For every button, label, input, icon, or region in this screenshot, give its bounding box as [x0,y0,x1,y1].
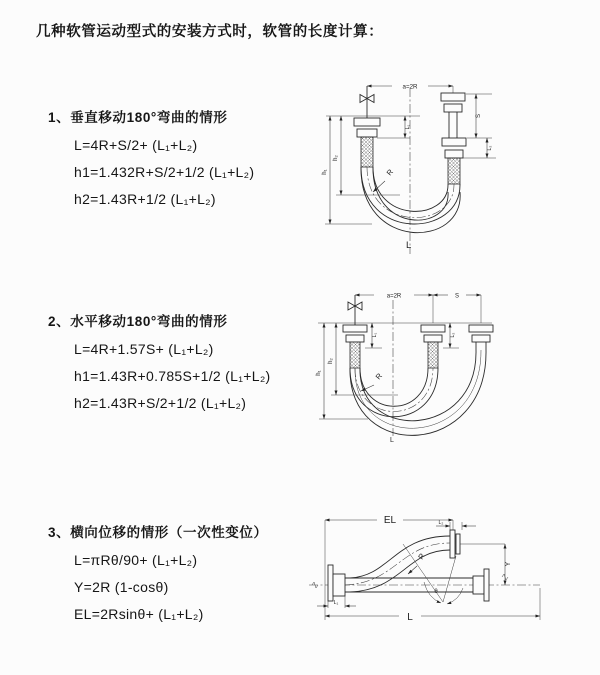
flange [445,150,463,158]
dim-label-s: S [454,293,460,300]
dim-label-l: L [406,240,412,251]
dim-label-l: L [407,612,413,623]
section-heading: 2、水平移动180°弯曲的情形 [48,314,228,329]
formula-line: h1=1.432R+S/2+1/2 (L₁+L₂) [74,164,255,180]
formula-line: h1=1.43R+0.785S+1/2 (L₁+L₂) [74,368,271,384]
flange [473,576,484,594]
formula-line: L=4R+S/2+ (L₁+L₂) [74,137,198,153]
formula-line: EL=2Rsinθ+ (L₁+L₂) [74,606,204,622]
section-horizontal-180 [48,310,271,411]
flange [469,325,493,332]
section-vertical-180 [48,106,254,207]
braided-hose [361,137,373,167]
flange [346,335,364,342]
dim-label-h2: h₂ [333,155,339,161]
section-heading: 1、垂直移动180°弯曲的情形 [48,110,228,125]
valve-icon [360,95,367,103]
radius-line [443,556,456,602]
flange [444,104,462,112]
hose-curve [361,167,460,233]
flange [484,569,489,601]
dim-label-el: EL [383,515,397,526]
angle-arc [447,588,463,604]
dim-label-y: Y [505,561,512,567]
flange [450,530,455,558]
hose-curve [350,350,486,435]
dim-label-r: R [373,371,385,382]
flange [354,118,380,126]
braided-hose [448,158,460,184]
flange [343,325,367,332]
valve-icon [355,302,362,310]
formula-line: Y=2R (1-cosθ) [74,579,169,595]
flange [328,565,333,601]
section-lateral-displacement [48,521,268,622]
leader-line [408,566,417,574]
dim-label-l2: L₂ [450,332,456,338]
flange [421,325,445,332]
formula-line: h2=1.43R+1/2 (L₁+L₂) [74,191,216,207]
formula-line: h2=1.43R+S/2+1/2 (L₁+L₂) [74,395,247,411]
flange [472,335,490,342]
flange [456,534,460,554]
dim-label-l2: L₂ [487,145,493,151]
flange [357,129,377,137]
formula-line: L=πRθ/90+ (L₁+L₂) [74,552,198,568]
valve-icon [367,95,374,103]
dim-label-l1: L₁ [405,124,411,130]
diagram-horizontal-180-bend [310,278,600,450]
braided-hose [428,342,438,368]
section-heading: 3、横向位移的情形（一次性变位） [48,525,268,540]
dim-label-l2: L₂ [438,520,444,526]
dim-label-a2r: a=2R [386,293,402,300]
dim-label-l: L [390,437,394,444]
hose-curve [350,550,450,592]
flange [442,138,466,146]
dim-label-l1: L₁ [372,332,378,338]
dim-label-r: R [416,551,427,562]
hose-curve [360,368,428,406]
dim-label-r: R [384,167,396,178]
dim-label-theta: θ [434,589,438,595]
hose-curve [350,536,450,578]
hose-curve [373,167,448,220]
diagram-lateral-displacement [295,496,595,644]
dim-label-a2r: a=2R [402,83,418,91]
page-title: 几种软管运动型式的安装方式时，软管的长度计算： [36,24,384,40]
hose-curve [355,350,481,428]
dim-label-h1: h₁ [322,169,328,175]
hose-curve [361,167,460,224]
dim-label-s: S [476,113,482,119]
dim-label-h2: h₂ [328,358,334,364]
diagram-vertical-180-bend [310,72,600,264]
valve-icon [348,302,355,310]
dim-label-h1: h₁ [316,370,322,376]
dim-label-l1: L₁ [333,600,339,606]
formula-line: L=4R+1.57S+ (L₁+L₂) [74,341,214,357]
hose-curve [350,368,438,417]
flange [441,93,465,101]
flange [333,574,345,596]
hose-centerline [355,368,433,412]
braided-hose [350,342,360,368]
flange [424,335,442,342]
hose-centerline [345,543,450,585]
